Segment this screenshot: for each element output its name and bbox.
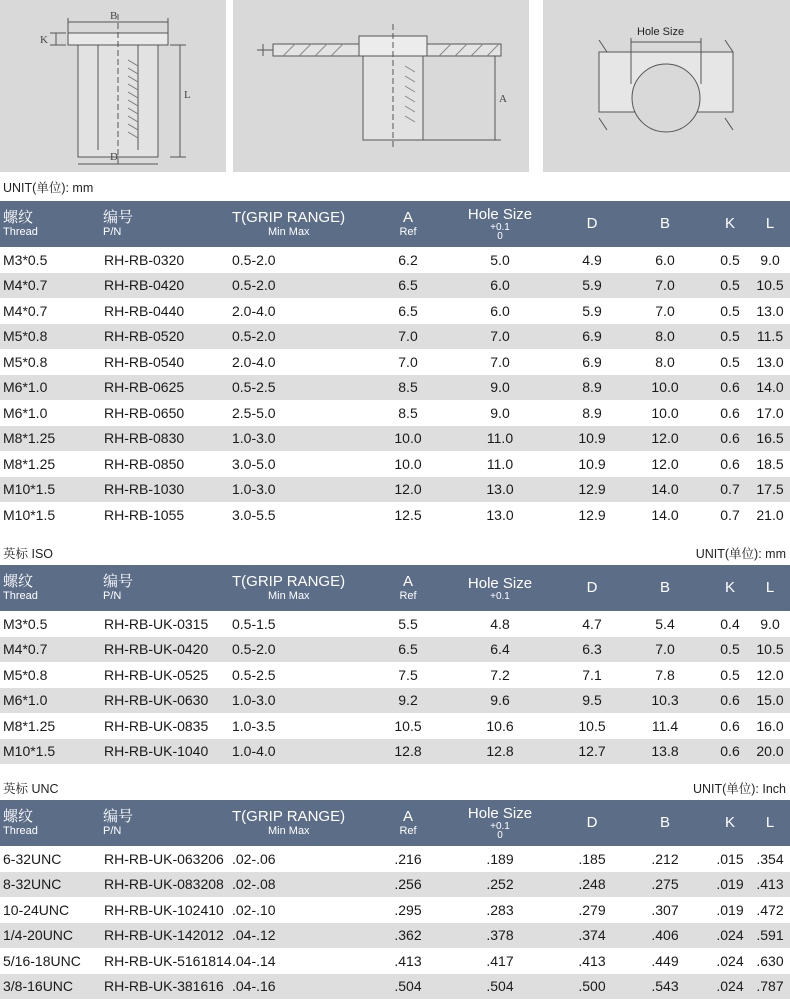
header-grip-range: T(GRIP RANGE) Min Max bbox=[232, 800, 380, 846]
a-cell: .295 bbox=[380, 897, 436, 923]
grip-range-cell: 3.0-5.0 bbox=[232, 451, 380, 477]
b-cell: 12.0 bbox=[620, 426, 710, 452]
k-cell: 0.4 bbox=[710, 611, 750, 637]
header-b: B bbox=[620, 565, 710, 611]
thread-cell: 6-32UNC bbox=[0, 846, 100, 872]
hole-size-cell: 11.0 bbox=[436, 451, 564, 477]
header-pn: 编号 P/N bbox=[100, 800, 232, 846]
thread-cell: M10*1.5 bbox=[0, 739, 100, 765]
table-row bbox=[0, 923, 790, 949]
grip-range-cell: 2.5-5.0 bbox=[232, 400, 380, 426]
header-a: A Ref bbox=[380, 201, 436, 247]
grip-range-cell: 3.0-5.5 bbox=[232, 502, 380, 528]
d-cell: 6.9 bbox=[564, 324, 620, 350]
thread-cell: M4*0.7 bbox=[0, 298, 100, 324]
d-cell: 12.9 bbox=[564, 477, 620, 503]
b-cell: 7.0 bbox=[620, 637, 710, 663]
b-cell: 12.0 bbox=[620, 451, 710, 477]
header-grip-range: T(GRIP RANGE) Min Max bbox=[232, 201, 380, 247]
hole-size-drawing bbox=[543, 0, 790, 172]
table-row bbox=[0, 375, 790, 401]
table-row bbox=[0, 349, 790, 375]
thread-cell: M5*0.8 bbox=[0, 324, 100, 350]
pn-cell: RH-RB-UK-142012 bbox=[100, 923, 232, 949]
header-grip-range: T(GRIP RANGE) Min Max bbox=[232, 565, 380, 611]
thread-cell: M10*1.5 bbox=[0, 477, 100, 503]
table-row bbox=[0, 451, 790, 477]
k-cell: 0.7 bbox=[710, 477, 750, 503]
hole-size-cell: .283 bbox=[436, 897, 564, 923]
d-cell: .248 bbox=[564, 872, 620, 898]
metric-table-body bbox=[0, 247, 790, 528]
b-cell: 10.0 bbox=[620, 375, 710, 401]
a-cell: 7.5 bbox=[380, 662, 436, 688]
l-cell: 17.0 bbox=[750, 400, 790, 426]
k-cell: .024 bbox=[710, 948, 750, 974]
grip-range-cell: 2.0-4.0 bbox=[232, 349, 380, 375]
grip-range-cell: 2.0-4.0 bbox=[232, 298, 380, 324]
d-cell: .500 bbox=[564, 974, 620, 1000]
b-cell: .307 bbox=[620, 897, 710, 923]
d-cell: 6.9 bbox=[564, 349, 620, 375]
hole-size-label: Hole Size bbox=[637, 26, 685, 38]
d-cell: 5.9 bbox=[564, 273, 620, 299]
pn-cell: RH-RB-UK-0420 bbox=[100, 637, 232, 663]
b-cell: .275 bbox=[620, 872, 710, 898]
section3-unit-label: UNIT(单位): Inch bbox=[692, 782, 786, 796]
hole-size-cell: .378 bbox=[436, 923, 564, 949]
l-cell: 16.0 bbox=[750, 713, 790, 739]
grip-range-cell: 0.5-2.0 bbox=[232, 324, 380, 350]
k-cell: .019 bbox=[710, 872, 750, 898]
header-l: L bbox=[750, 800, 790, 846]
header-l: L bbox=[750, 201, 790, 247]
a-cell: 7.0 bbox=[380, 324, 436, 350]
k-cell: .019 bbox=[710, 897, 750, 923]
k-cell: 0.6 bbox=[710, 451, 750, 477]
grip-range-cell: .04-.16 bbox=[232, 974, 380, 1000]
b-cell: 7.0 bbox=[620, 273, 710, 299]
table-row bbox=[0, 637, 790, 663]
pn-cell: RH-RB-0520 bbox=[100, 324, 232, 350]
l-cell: 16.5 bbox=[750, 426, 790, 452]
l-cell: .630 bbox=[750, 948, 790, 974]
d-cell: 8.9 bbox=[564, 375, 620, 401]
k-cell: 0.5 bbox=[710, 273, 750, 299]
k-cell: 0.7 bbox=[710, 502, 750, 528]
hole-size-cell: 9.6 bbox=[436, 688, 564, 714]
section2-standard-label: 英标 ISO bbox=[3, 547, 54, 561]
thread-cell: M4*0.7 bbox=[0, 637, 100, 663]
table-row bbox=[0, 324, 790, 350]
thread-cell: M4*0.7 bbox=[0, 273, 100, 299]
table-row bbox=[0, 247, 790, 273]
iso-spec-table bbox=[0, 565, 790, 764]
grip-range-cell: 1.0-3.5 bbox=[232, 713, 380, 739]
pn-cell: RH-RB-UK-0315 bbox=[100, 611, 232, 637]
header-a: A Ref bbox=[380, 800, 436, 846]
dim-l-label: L bbox=[184, 89, 191, 101]
header-k: K bbox=[710, 565, 750, 611]
header-b: B bbox=[620, 201, 710, 247]
thread-cell: M6*1.0 bbox=[0, 400, 100, 426]
grip-range-cell: .04-.14 bbox=[232, 948, 380, 974]
k-cell: 0.5 bbox=[710, 298, 750, 324]
d-cell: 6.3 bbox=[564, 637, 620, 663]
d-cell: 8.9 bbox=[564, 400, 620, 426]
pn-cell: RH-RB-UK-381616 bbox=[100, 974, 232, 1000]
a-cell: 12.0 bbox=[380, 477, 436, 503]
table-row bbox=[0, 426, 790, 452]
metric-spec-table bbox=[0, 201, 790, 528]
grip-range-cell: .02-.06 bbox=[232, 846, 380, 872]
table-row bbox=[0, 688, 790, 714]
header-thread: 螺纹 Thread bbox=[0, 565, 100, 611]
k-cell: 0.6 bbox=[710, 400, 750, 426]
header-pn: 编号 P/N bbox=[100, 201, 232, 247]
l-cell: 20.0 bbox=[750, 739, 790, 765]
thread-cell: M5*0.8 bbox=[0, 349, 100, 375]
pn-cell: RH-RB-UK-0630 bbox=[100, 688, 232, 714]
d-cell: 12.7 bbox=[564, 739, 620, 765]
l-cell: 10.5 bbox=[750, 273, 790, 299]
table-row bbox=[0, 739, 790, 765]
table-row bbox=[0, 974, 790, 1000]
hole-size-cell: 6.0 bbox=[436, 298, 564, 324]
hole-size-cell: 13.0 bbox=[436, 477, 564, 503]
l-cell: 14.0 bbox=[750, 375, 790, 401]
a-cell: 8.5 bbox=[380, 400, 436, 426]
a-cell: 10.0 bbox=[380, 426, 436, 452]
l-cell: 11.5 bbox=[750, 324, 790, 350]
unc-spec-table bbox=[0, 800, 790, 999]
d-cell: 5.9 bbox=[564, 298, 620, 324]
l-cell: .591 bbox=[750, 923, 790, 949]
table-row bbox=[0, 872, 790, 898]
thread-cell: M8*1.25 bbox=[0, 426, 100, 452]
hole-size-cell: 5.0 bbox=[436, 247, 564, 273]
b-cell: .449 bbox=[620, 948, 710, 974]
header-thread: 螺纹 Thread bbox=[0, 201, 100, 247]
k-cell: 0.5 bbox=[710, 247, 750, 273]
header-l: L bbox=[750, 565, 790, 611]
pn-cell: RH-RB-UK-1040 bbox=[100, 739, 232, 765]
pn-cell: RH-RB-1055 bbox=[100, 502, 232, 528]
d-cell: .185 bbox=[564, 846, 620, 872]
dim-a-label: A bbox=[499, 93, 507, 105]
grip-range-cell: .02-.08 bbox=[232, 872, 380, 898]
b-cell: 14.0 bbox=[620, 502, 710, 528]
b-cell: 5.4 bbox=[620, 611, 710, 637]
grip-range-cell: 0.5-2.0 bbox=[232, 637, 380, 663]
pn-cell: RH-RB-0625 bbox=[100, 375, 232, 401]
pn-cell: RH-RB-0830 bbox=[100, 426, 232, 452]
b-cell: .543 bbox=[620, 974, 710, 1000]
grip-range-cell: .04-.12 bbox=[232, 923, 380, 949]
thread-cell: M3*0.5 bbox=[0, 611, 100, 637]
section3-standard-label: 英标 UNC bbox=[3, 782, 59, 796]
hole-size-cell: .417 bbox=[436, 948, 564, 974]
b-cell: 10.0 bbox=[620, 400, 710, 426]
hole-size-cell: 7.0 bbox=[436, 324, 564, 350]
l-cell: 21.0 bbox=[750, 502, 790, 528]
l-cell: 15.0 bbox=[750, 688, 790, 714]
thread-cell: M6*1.0 bbox=[0, 688, 100, 714]
header-b: B bbox=[620, 800, 710, 846]
k-cell: 0.6 bbox=[710, 713, 750, 739]
pn-cell: RH-RB-0320 bbox=[100, 247, 232, 273]
pn-cell: RH-RB-UK-063206 bbox=[100, 846, 232, 872]
a-cell: 12.5 bbox=[380, 502, 436, 528]
header-d: D bbox=[564, 565, 620, 611]
l-cell: 13.0 bbox=[750, 349, 790, 375]
grip-range-cell: 0.5-2.5 bbox=[232, 375, 380, 401]
header-thread: 螺纹 Thread bbox=[0, 800, 100, 846]
hole-size-cell: .504 bbox=[436, 974, 564, 1000]
b-cell: .406 bbox=[620, 923, 710, 949]
hole-size-cell: 9.0 bbox=[436, 375, 564, 401]
hole-size-cell: 12.8 bbox=[436, 739, 564, 765]
hole-size-cell: 6.4 bbox=[436, 637, 564, 663]
table-row bbox=[0, 611, 790, 637]
a-cell: 12.8 bbox=[380, 739, 436, 765]
technical-drawings bbox=[0, 0, 790, 172]
b-cell: 6.0 bbox=[620, 247, 710, 273]
l-cell: .787 bbox=[750, 974, 790, 1000]
thread-cell: 1/4-20UNC bbox=[0, 923, 100, 949]
header-hole-size: Hole Size +0.1 bbox=[436, 565, 564, 611]
k-cell: .024 bbox=[710, 974, 750, 1000]
hole-size-cell: 6.0 bbox=[436, 273, 564, 299]
section1-unit-label: UNIT(单位): mm bbox=[3, 181, 94, 195]
header-pn: 编号 P/N bbox=[100, 565, 232, 611]
a-cell: 6.5 bbox=[380, 273, 436, 299]
thread-cell: 10-24UNC bbox=[0, 897, 100, 923]
table-row bbox=[0, 948, 790, 974]
l-cell: 13.0 bbox=[750, 298, 790, 324]
a-cell: 8.5 bbox=[380, 375, 436, 401]
hole-size-cell: 7.2 bbox=[436, 662, 564, 688]
a-cell: 9.2 bbox=[380, 688, 436, 714]
pn-cell: RH-RB-0420 bbox=[100, 273, 232, 299]
a-cell: 10.0 bbox=[380, 451, 436, 477]
pn-cell: RH-RB-1030 bbox=[100, 477, 232, 503]
l-cell: .354 bbox=[750, 846, 790, 872]
grip-range-cell: 0.5-2.0 bbox=[232, 273, 380, 299]
l-cell: 9.0 bbox=[750, 247, 790, 273]
table-row bbox=[0, 502, 790, 528]
hole-size-cell: 4.8 bbox=[436, 611, 564, 637]
a-cell: 6.5 bbox=[380, 298, 436, 324]
k-cell: 0.5 bbox=[710, 662, 750, 688]
l-cell: 10.5 bbox=[750, 637, 790, 663]
b-cell: .212 bbox=[620, 846, 710, 872]
k-cell: 0.5 bbox=[710, 324, 750, 350]
hole-size-cell: 9.0 bbox=[436, 400, 564, 426]
installed-rivet-nut-drawing bbox=[233, 0, 529, 172]
pn-cell: RH-RB-0850 bbox=[100, 451, 232, 477]
section2-unit-label: UNIT(单位): mm bbox=[695, 547, 786, 561]
l-cell: .472 bbox=[750, 897, 790, 923]
k-cell: 0.6 bbox=[710, 375, 750, 401]
pn-cell: RH-RB-UK-102410 bbox=[100, 897, 232, 923]
b-cell: 8.0 bbox=[620, 324, 710, 350]
a-cell: 6.2 bbox=[380, 247, 436, 273]
k-cell: 0.5 bbox=[710, 349, 750, 375]
pn-cell: RH-RB-0650 bbox=[100, 400, 232, 426]
unc-table-body bbox=[0, 846, 790, 999]
hole-size-cell: 7.0 bbox=[436, 349, 564, 375]
rivet-nut-side-drawing bbox=[0, 0, 226, 172]
dim-b-label: B bbox=[110, 10, 118, 22]
table-header-row bbox=[0, 201, 790, 247]
pn-cell: RH-RB-UK-0525 bbox=[100, 662, 232, 688]
thread-cell: 3/8-16UNC bbox=[0, 974, 100, 1000]
l-cell: 12.0 bbox=[750, 662, 790, 688]
d-cell: 10.5 bbox=[564, 713, 620, 739]
header-k: K bbox=[710, 201, 750, 247]
k-cell: .015 bbox=[710, 846, 750, 872]
d-cell: .374 bbox=[564, 923, 620, 949]
grip-range-cell: 1.0-3.0 bbox=[232, 688, 380, 714]
table-header-row bbox=[0, 800, 790, 846]
d-cell: 7.1 bbox=[564, 662, 620, 688]
hole-size-cell: 10.6 bbox=[436, 713, 564, 739]
header-hole-size: Hole Size +0.1 0 bbox=[436, 800, 564, 846]
table-row bbox=[0, 273, 790, 299]
k-cell: 0.6 bbox=[710, 426, 750, 452]
pn-cell: RH-RB-0540 bbox=[100, 349, 232, 375]
dim-d-label: D bbox=[110, 151, 118, 163]
thread-cell: M10*1.5 bbox=[0, 502, 100, 528]
pn-cell: RH-RB-UK-083208 bbox=[100, 872, 232, 898]
b-cell: 11.4 bbox=[620, 713, 710, 739]
thread-cell: M8*1.25 bbox=[0, 713, 100, 739]
thread-cell: M5*0.8 bbox=[0, 662, 100, 688]
hole-size-cell: 13.0 bbox=[436, 502, 564, 528]
header-d: D bbox=[564, 201, 620, 247]
thread-cell: 5/16-18UNC bbox=[0, 948, 100, 974]
table-row bbox=[0, 400, 790, 426]
k-cell: .024 bbox=[710, 923, 750, 949]
b-cell: 14.0 bbox=[620, 477, 710, 503]
b-cell: 10.3 bbox=[620, 688, 710, 714]
d-cell: 10.9 bbox=[564, 451, 620, 477]
grip-range-cell: 1.0-4.0 bbox=[232, 739, 380, 765]
hole-size-cell: .189 bbox=[436, 846, 564, 872]
table-row bbox=[0, 713, 790, 739]
thread-cell: 8-32UNC bbox=[0, 872, 100, 898]
a-cell: .413 bbox=[380, 948, 436, 974]
k-cell: 0.6 bbox=[710, 688, 750, 714]
pn-cell: RH-RB-0440 bbox=[100, 298, 232, 324]
grip-range-cell: 1.0-3.0 bbox=[232, 426, 380, 452]
b-cell: 8.0 bbox=[620, 349, 710, 375]
a-cell: .504 bbox=[380, 974, 436, 1000]
b-cell: 7.8 bbox=[620, 662, 710, 688]
a-cell: 5.5 bbox=[380, 611, 436, 637]
header-d: D bbox=[564, 800, 620, 846]
thread-cell: M3*0.5 bbox=[0, 247, 100, 273]
hole-size-cell: .252 bbox=[436, 872, 564, 898]
d-cell: 4.7 bbox=[564, 611, 620, 637]
d-cell: 4.9 bbox=[564, 247, 620, 273]
header-hole-size: Hole Size +0.1 0 bbox=[436, 201, 564, 247]
k-cell: 0.5 bbox=[710, 637, 750, 663]
a-cell: 7.0 bbox=[380, 349, 436, 375]
a-cell: 6.5 bbox=[380, 637, 436, 663]
thread-cell: M8*1.25 bbox=[0, 451, 100, 477]
header-a: A Ref bbox=[380, 565, 436, 611]
d-cell: 9.5 bbox=[564, 688, 620, 714]
l-cell: 9.0 bbox=[750, 611, 790, 637]
thread-cell: M6*1.0 bbox=[0, 375, 100, 401]
table-row bbox=[0, 897, 790, 923]
pn-cell: RH-RB-UK-5161814 bbox=[100, 948, 232, 974]
k-cell: 0.6 bbox=[710, 739, 750, 765]
pn-cell: RH-RB-UK-0835 bbox=[100, 713, 232, 739]
d-cell: .279 bbox=[564, 897, 620, 923]
table-row bbox=[0, 298, 790, 324]
dim-k-label: K bbox=[40, 34, 48, 46]
table-row bbox=[0, 662, 790, 688]
a-cell: .256 bbox=[380, 872, 436, 898]
a-cell: .362 bbox=[380, 923, 436, 949]
l-cell: 18.5 bbox=[750, 451, 790, 477]
l-cell: .413 bbox=[750, 872, 790, 898]
table-row bbox=[0, 477, 790, 503]
grip-range-cell: 1.0-3.0 bbox=[232, 477, 380, 503]
d-cell: .413 bbox=[564, 948, 620, 974]
grip-range-cell: 0.5-2.5 bbox=[232, 662, 380, 688]
l-cell: 17.5 bbox=[750, 477, 790, 503]
grip-range-cell: 0.5-1.5 bbox=[232, 611, 380, 637]
a-cell: 10.5 bbox=[380, 713, 436, 739]
header-k: K bbox=[710, 800, 750, 846]
b-cell: 7.0 bbox=[620, 298, 710, 324]
d-cell: 10.9 bbox=[564, 426, 620, 452]
grip-range-cell: .02-.10 bbox=[232, 897, 380, 923]
a-cell: .216 bbox=[380, 846, 436, 872]
b-cell: 13.8 bbox=[620, 739, 710, 765]
table-header-row bbox=[0, 565, 790, 611]
iso-table-body bbox=[0, 611, 790, 764]
grip-range-cell: 0.5-2.0 bbox=[232, 247, 380, 273]
table-row bbox=[0, 846, 790, 872]
d-cell: 12.9 bbox=[564, 502, 620, 528]
hole-size-cell: 11.0 bbox=[436, 426, 564, 452]
